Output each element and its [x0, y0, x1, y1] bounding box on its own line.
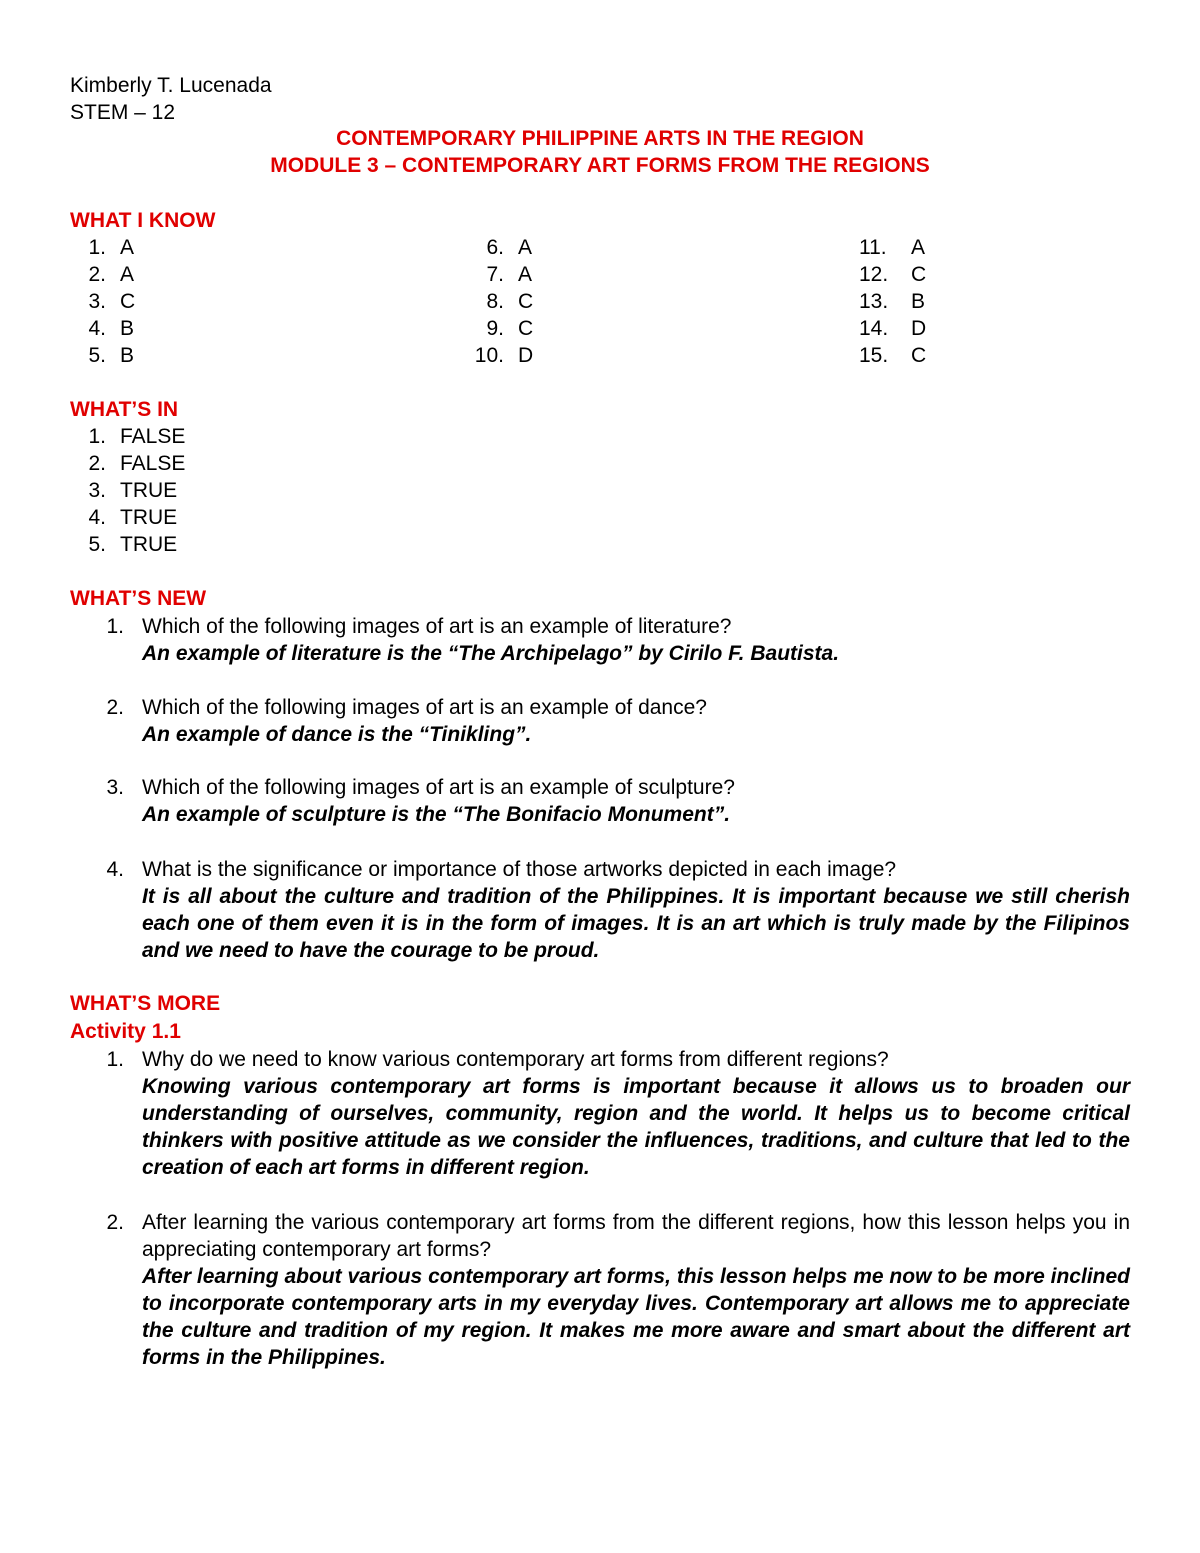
question-text: After learning the various contemporary art forms from the different regions, how this lesson helps you in appreciating contemporary art forms?: [142, 1211, 1130, 1261]
item-answer: A: [120, 236, 135, 259]
list-item: [70, 423, 185, 450]
item-answer: C: [518, 290, 534, 313]
item-number: 2.: [88, 452, 106, 475]
item-answer: FALSE: [120, 425, 186, 448]
item-answer: D: [911, 317, 927, 340]
list-item: [468, 342, 533, 369]
question-number: 3.: [106, 776, 124, 799]
module-title: MODULE 3 – CONTEMPORARY ART FORMS FROM THE REGIONS: [270, 154, 930, 177]
list-item: [859, 315, 926, 342]
item-answer: B: [120, 317, 135, 340]
item-number: 8.: [486, 290, 504, 313]
question-text: Why do we need to know various contemporary art forms from different regions?: [142, 1048, 889, 1071]
answer-text: After learning about various contemporary art forms, this lesson helps me now to be more inclined to incorporate contemporary arts in my everyday lives. Contemporary art allows me to appreciate the culture and tradition of my region. It makes me more aware and smart about the different art forms in the Philippines.: [142, 1265, 1130, 1369]
list-item: [468, 261, 532, 288]
list-item: [859, 234, 925, 261]
question-number: 2.: [106, 696, 124, 719]
answer-text: An example of dance is the “Tinikling”.: [142, 723, 532, 746]
whats-more-heading: WHAT’S MORE: [70, 992, 221, 1015]
list-item: [70, 342, 134, 369]
list-item: [468, 288, 533, 315]
item-number: 4.: [88, 317, 106, 340]
item-answer: C: [911, 344, 927, 367]
question-text: Which of the following images of art is an example of literature?: [142, 615, 732, 638]
item-answer: C: [518, 317, 534, 340]
item-answer: TRUE: [120, 479, 178, 502]
list-item: [70, 504, 177, 531]
list-item: [70, 288, 135, 315]
question-text: What is the significance or importance of those artworks depicted in each image?: [142, 858, 897, 881]
item-number: 6.: [486, 236, 504, 259]
item-number: 3.: [88, 290, 106, 313]
list-item: [70, 477, 177, 504]
answer-text: It is all about the culture and tradition of the Philippines. It is important because we still cherish each one of them even it is in the form of images. It is an art which is truly made by the Filipinos and we need to have the courage to be proud.: [142, 885, 1130, 962]
list-item: [859, 342, 926, 369]
item-answer: TRUE: [120, 506, 178, 529]
item-number: 1.: [88, 425, 106, 448]
answer-text: An example of literature is the “The Archipelago” by Cirilo F. Bautista.: [142, 642, 840, 665]
item-answer: C: [911, 263, 927, 286]
item-number: 9.: [486, 317, 504, 340]
list-item: [70, 531, 177, 558]
item-number: 5.: [88, 533, 106, 556]
whats-in-heading: WHAT’S IN: [70, 398, 179, 421]
item-answer: A: [518, 236, 533, 259]
whats-new-heading: WHAT’S NEW: [70, 587, 207, 610]
answer-text: Knowing various contemporary art forms is important because it allows us to broaden our understanding of ourselves, community, region and the world. It helps us to become critical thinkers with positive attitude as we consider the influences, traditions, and culture that led to the creation of each art forms in different region.: [142, 1075, 1130, 1179]
item-answer: A: [911, 236, 926, 259]
item-answer: B: [120, 344, 135, 367]
question-number: 4.: [106, 858, 124, 881]
list-item: [859, 288, 925, 315]
activity-heading: Activity 1.1: [70, 1020, 181, 1043]
list-item: [70, 234, 134, 261]
list-item: [468, 315, 533, 342]
question-text: Which of the following images of art is an example of sculpture?: [142, 776, 735, 799]
student-name: Kimberly T. Lucenada: [70, 74, 272, 97]
list-item: [70, 315, 134, 342]
list-item: [468, 234, 532, 261]
answer-text: An example of sculpture is the “The Bonifacio Monument”.: [142, 803, 731, 826]
item-number: 5.: [88, 344, 106, 367]
item-answer: TRUE: [120, 533, 178, 556]
item-number: 7.: [486, 263, 504, 286]
item-answer: A: [120, 263, 135, 286]
item-number: 1.: [88, 236, 106, 259]
item-number: 2.: [88, 263, 106, 286]
item-answer: FALSE: [120, 452, 186, 475]
item-number: 3.: [88, 479, 106, 502]
item-number: 11.: [859, 236, 887, 259]
document-title: CONTEMPORARY PHILIPPINE ARTS IN THE REGION: [336, 127, 864, 150]
question-number: 1.: [106, 615, 124, 638]
list-item: [70, 450, 185, 477]
student-section: STEM – 12: [70, 101, 176, 124]
what-i-know-heading: WHAT I KNOW: [70, 209, 216, 232]
item-number: 14.: [859, 317, 889, 340]
list-item: [70, 261, 134, 288]
item-number: 15.: [859, 344, 889, 367]
question-number: 1.: [106, 1048, 124, 1071]
item-answer: C: [120, 290, 136, 313]
item-number: 10.: [474, 344, 504, 367]
question-text: Which of the following images of art is an example of dance?: [142, 696, 707, 719]
list-item: [859, 261, 926, 288]
item-number: 4.: [88, 506, 106, 529]
item-number: 13.: [859, 290, 889, 313]
item-answer: D: [518, 344, 534, 367]
question-number: 2.: [106, 1211, 124, 1234]
item-answer: B: [911, 290, 926, 313]
item-answer: A: [518, 263, 533, 286]
item-number: 12.: [859, 263, 889, 286]
